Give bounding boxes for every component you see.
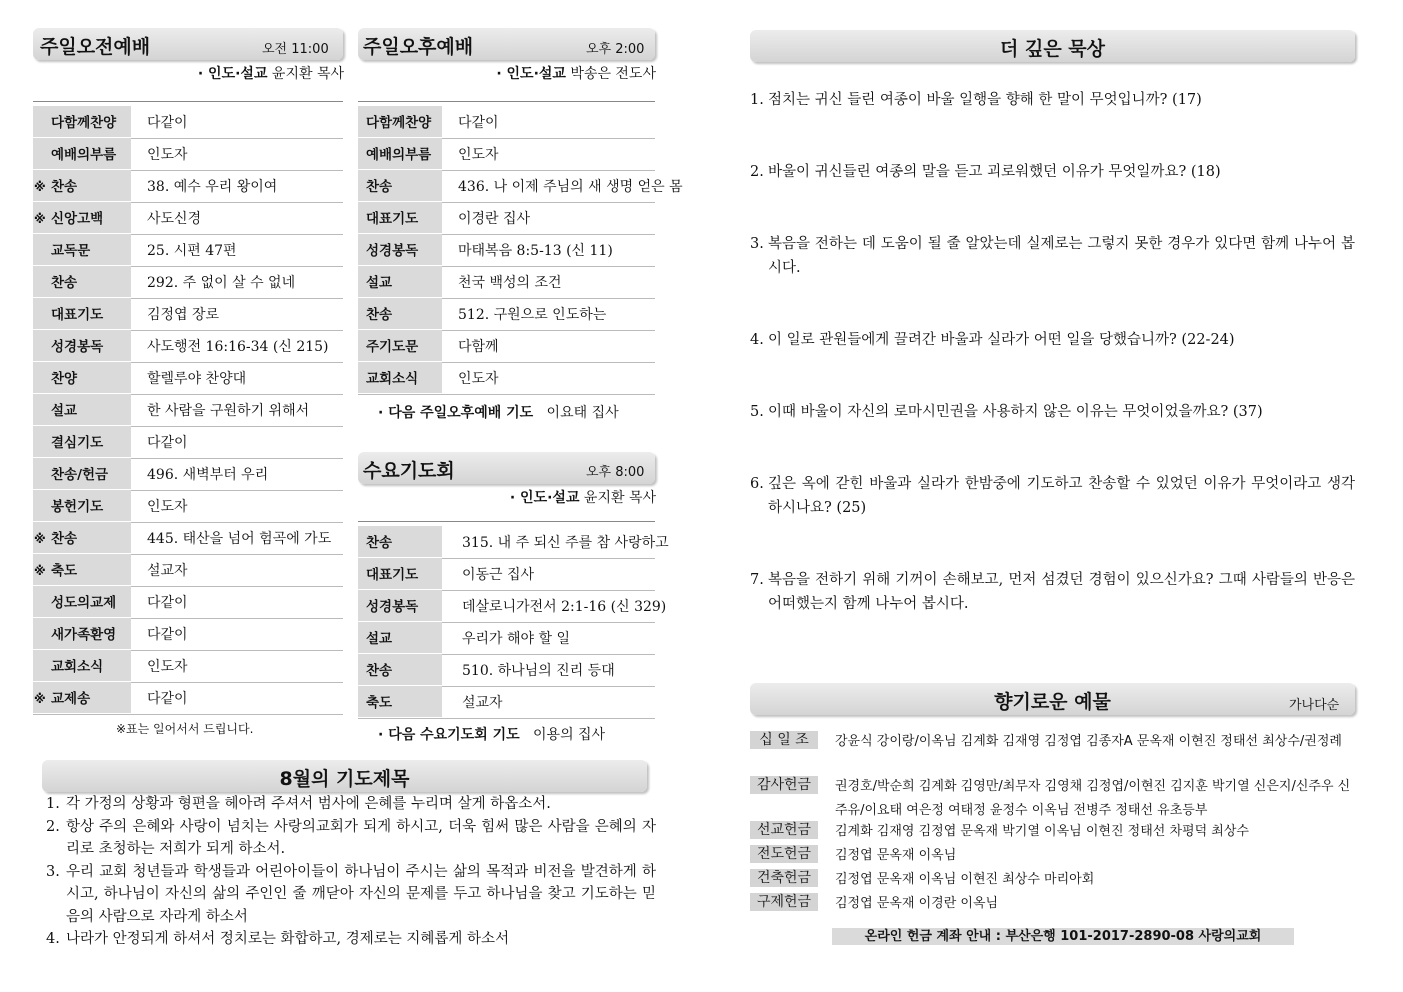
offering-names: 권경호/박순희 김계화 김영만/최무자 김영채 김정엽/이현진 김지훈 박기열 신은지/신주우 신주유/이요태 여은정 여태정 윤정수 이옥님 전병주 정태선 유초등부	[835, 779, 1351, 818]
afternoon-table-top	[358, 101, 655, 102]
service-row-label	[33, 586, 131, 617]
service-row-label	[33, 106, 131, 137]
service-row-label-text: 설교	[366, 275, 393, 291]
afternoon-service-title: 주일오후예배	[363, 36, 474, 58]
service-row-label-text: 찬송	[366, 179, 393, 195]
service-row-value: 315. 내 주 되신 주를 참 사랑하고	[462, 535, 669, 551]
afternoon-next-prayer	[378, 402, 619, 422]
offering-category: 감사헌금	[750, 776, 818, 794]
service-row	[358, 686, 655, 719]
service-row-label	[358, 622, 442, 653]
prayer-topic-item	[46, 861, 656, 929]
service-row-label	[358, 330, 442, 361]
service-row-label	[33, 330, 131, 361]
meditation-question	[750, 568, 1355, 616]
morning-service-title: 주일오전예배	[40, 36, 151, 58]
wednesday-table-top	[358, 521, 655, 522]
service-row-value: 38. 예수 우리 왕이여	[147, 179, 278, 195]
service-row-label	[33, 618, 131, 649]
service-row-label-text: 찬송	[51, 275, 78, 291]
meditation-question	[750, 472, 1355, 520]
prayer-topics-title: 8월의 기도제목	[279, 768, 410, 790]
service-row	[358, 654, 655, 687]
afternoon-next-label: · 다음 주일오후예배 기도	[378, 405, 534, 421]
offering-category: 구제헌금	[750, 893, 818, 911]
service-row	[33, 554, 343, 587]
service-row	[358, 330, 655, 363]
service-row	[358, 234, 655, 267]
service-row	[33, 234, 343, 267]
service-row-label	[33, 170, 131, 201]
afternoon-leader-label: · 인도·설교	[496, 66, 566, 82]
wednesday-next-name: 이용의 집사	[533, 727, 606, 743]
morning-table-top	[33, 101, 343, 102]
service-row-label-text: 성도의교제	[51, 595, 117, 611]
offering-category: 십 일 조	[750, 731, 818, 749]
service-row-value: 사도신경	[147, 211, 202, 227]
service-row-value: 인도자	[147, 659, 188, 675]
service-row-label	[358, 234, 442, 265]
afternoon-leader-name: 박송은 전도사	[570, 66, 656, 82]
service-row-label	[358, 202, 442, 233]
service-row-label-text: 찬송	[366, 307, 393, 323]
meditation-question-number: 6.	[750, 476, 764, 492]
wednesday-leader	[510, 487, 656, 507]
service-row-value: 설교자	[147, 563, 188, 579]
service-row-label-text: 성경봉독	[366, 599, 419, 615]
service-row-value: 다같이	[147, 627, 188, 643]
service-row-label-text: 다함께찬양	[51, 115, 117, 131]
service-row	[358, 266, 655, 299]
morning-leader-label: · 인도·설교	[197, 66, 268, 82]
meditation-question-number: 4.	[750, 332, 764, 348]
meditation-question-text: 이때 바울이 자신의 로마시민권을 사용하지 않은 이유는 무엇이었을까요? (37)	[768, 404, 1263, 420]
service-row-label-text: 대표기도	[51, 307, 104, 323]
standing-note: ※표는 일어서서 드립니다.	[116, 722, 254, 736]
service-row	[358, 202, 655, 235]
service-row	[358, 106, 655, 139]
offering-category: 전도헌금	[750, 845, 818, 863]
service-row-label-text: 대표기도	[366, 567, 419, 583]
service-row-label-text: 찬송	[366, 535, 393, 551]
meditation-question-number: 7.	[750, 572, 764, 588]
service-row-label	[33, 138, 131, 169]
service-row	[33, 202, 343, 235]
meditation-question-number: 5.	[750, 404, 764, 420]
service-row-label	[33, 202, 131, 233]
meditation-title: 더 깊은 묵상	[1000, 38, 1105, 60]
service-row	[33, 586, 343, 619]
service-row-label-text: 찬송/헌금	[51, 467, 109, 483]
meditation-question-text: 복음을 전하는 데 도움이 될 줄 알았는데 실제로는 그렇지 못한 경우가 있다면 함께 나누어 봅시다.	[768, 236, 1355, 276]
service-row-value: 25. 시편 47편	[147, 243, 237, 259]
service-row-label-text: 주기도문	[366, 339, 419, 355]
service-row-label	[33, 426, 131, 457]
wednesday-service-time: 오후 8:00	[586, 465, 645, 480]
service-row-label	[33, 458, 131, 489]
prayer-topic-item	[46, 793, 656, 816]
prayer-topic-item	[46, 816, 656, 861]
online-offering-notice: 온라인 헌금 계좌 안내 : 부산은행 101-2017-2890-08 사랑의교회	[832, 928, 1294, 945]
service-row-label-text: 봉헌기도	[51, 499, 104, 515]
prayer-topic-text: 각 가정의 상황과 형편을 헤아려 주셔서 범사에 은혜를 누리며 살게 하옵소서.	[66, 796, 551, 812]
meditation-question	[750, 328, 1355, 352]
service-row	[358, 558, 655, 591]
prayer-topic-number: 4.	[46, 931, 60, 947]
service-row-label	[358, 298, 442, 329]
service-row-label-text: 찬송	[51, 179, 78, 195]
meditation-question	[750, 160, 1355, 184]
service-row-value: 다같이	[147, 435, 188, 451]
service-row-value: 설교자	[462, 695, 503, 711]
service-row-label-text: 찬송	[366, 663, 393, 679]
service-row-label-text: 교회소식	[51, 659, 104, 675]
prayer-topic-text: 우리 교회 청년들과 학생들과 어린아이들이 하나님이 주시는 삶의 목적과 비전을 발견하게 하시고, 하나님이 자신의 삶의 주인인 줄 깨닫아 자신의 문제를 두고 하나님을 찾고 기도하는 믿음의 사람으로 자라게 하소서	[66, 863, 656, 925]
offerings-order: 가나다순	[1289, 698, 1340, 713]
service-row	[358, 298, 655, 331]
service-row-value: 510. 하나님의 진리 등대	[462, 663, 615, 679]
service-row-label-text: 새가족환영	[51, 627, 117, 643]
wednesday-service-title: 수요기도회	[363, 460, 455, 482]
service-row-label	[33, 682, 131, 713]
offering-category: 건축헌금	[750, 869, 818, 887]
service-row-value: 한 사람을 구원하기 위해서	[147, 403, 310, 419]
morning-service-time: 오전 11:00	[262, 42, 329, 57]
service-row-label	[33, 362, 131, 393]
service-row-label-text: 교회소식	[366, 371, 419, 387]
service-row-label-text: 축도	[366, 695, 393, 711]
service-row-label-text: 설교	[366, 631, 393, 647]
service-row-label	[358, 362, 442, 393]
service-row-label	[33, 266, 131, 297]
afternoon-next-name: 이요태 집사	[546, 405, 619, 421]
service-row-label-text: 성경봉독	[51, 339, 104, 355]
service-row-label	[358, 686, 442, 717]
service-row-value: 445. 태산을 넘어 험곡에 가도	[147, 531, 332, 547]
standing-mark: ※	[34, 212, 46, 226]
service-row-label	[358, 558, 442, 589]
service-row	[33, 522, 343, 555]
service-row	[33, 362, 343, 395]
standing-mark: ※	[34, 532, 46, 546]
morning-leader	[198, 63, 344, 83]
service-row-label	[358, 170, 442, 201]
prayer-topic-text: 나라가 안정되게 하셔서 정치로는 화합하고, 경제로는 지혜롭게 하소서	[66, 931, 510, 947]
meditation-question-text: 점치는 귀신 들린 여종이 바울 일행을 향해 한 말이 무엇입니까? (17)	[768, 92, 1202, 108]
service-row	[33, 138, 343, 171]
service-row-label	[358, 526, 442, 557]
service-row-label-text: 찬송	[51, 531, 78, 547]
service-row-label-text: 교독문	[51, 243, 91, 259]
service-row-value: 사도행전 16:16-34 (신 215)	[147, 339, 329, 355]
prayer-topic-item	[46, 928, 656, 951]
service-row	[358, 526, 669, 559]
service-row-value: 다같이	[147, 595, 188, 611]
meditation-question-text: 깊은 옥에 갇힌 바울과 실라가 한밤중에 기도하고 찬송할 수 있었던 이유가 무엇이라고 생각하시나요? (25)	[768, 476, 1355, 516]
service-row-value: 512. 구원으로 인도하는	[458, 307, 607, 323]
service-row	[33, 618, 343, 651]
meditation-question-text: 복음을 전하기 위해 기꺼이 손해보고, 먼저 섬겼던 경험이 있으신가요? 그때 사람들의 반응은 어떠했는지 함께 나누어 봅시다.	[768, 572, 1355, 612]
service-row	[33, 490, 343, 523]
service-row-value: 이경란 집사	[458, 211, 531, 227]
meditation-question	[750, 400, 1355, 424]
service-row-label	[358, 138, 442, 169]
offering-names: 김정엽 문옥재 이옥님	[835, 848, 957, 863]
service-row-label-text: 신앙고백	[51, 211, 104, 227]
service-row-label-text: 찬양	[51, 371, 78, 387]
meditation-question-text: 바울이 귀신들린 여종의 말을 듣고 괴로워했던 이유가 무엇일까요? (18)	[768, 164, 1221, 180]
service-row-value: 인도자	[458, 147, 499, 163]
offerings-title: 향기로운 예물	[994, 691, 1111, 713]
wednesday-leader-label: · 인도·설교	[509, 490, 580, 506]
wednesday-leader-name: 윤지환 목사	[583, 490, 656, 506]
service-row	[358, 138, 655, 171]
service-row-label-text: 성경봉독	[366, 243, 419, 259]
service-row-label	[358, 654, 442, 685]
afternoon-service-time: 오후 2:00	[586, 42, 645, 57]
service-row-value: 할렐루야 찬양대	[147, 371, 247, 387]
service-row-label-text: 예배의부름	[366, 147, 432, 163]
service-row-value: 436. 나 이제 주님의 새 생명 얻은 몸	[458, 179, 683, 195]
service-row-label-text: 설교	[51, 403, 78, 419]
service-row-label	[33, 650, 131, 681]
service-row	[33, 426, 343, 459]
standing-mark: ※	[34, 564, 46, 578]
service-row-value: 데살로니가전서 2:1-16 (신 329)	[462, 599, 667, 615]
service-row-value: 이동근 집사	[462, 567, 535, 583]
service-row	[33, 650, 343, 683]
service-row-label-text: 축도	[51, 563, 78, 579]
service-row-value: 마태복음 8:5-13 (신 11)	[458, 243, 613, 259]
service-row-label	[33, 522, 131, 553]
service-row-value: 다같이	[147, 691, 188, 707]
service-row	[358, 170, 683, 203]
service-row	[33, 266, 343, 299]
service-row-label-text: 대표기도	[366, 211, 419, 227]
standing-mark: ※	[34, 692, 46, 706]
service-row-label	[358, 266, 442, 297]
service-row	[33, 458, 343, 491]
wednesday-next-label: · 다음 수요기도회 기도	[378, 727, 520, 743]
service-row	[33, 106, 343, 139]
service-row-label	[33, 490, 131, 521]
offering-names: 김정엽 문옥재 이옥님 이현진 최상수 마리아회	[835, 872, 1095, 887]
service-row-label	[33, 554, 131, 585]
service-row-label-text: 교제송	[51, 691, 91, 707]
offering-names: 김계화 김재영 김정엽 문옥재 박기열 이옥님 이현진 정태선 차평덕 최상수	[835, 824, 1249, 839]
service-row	[33, 394, 343, 427]
service-row-label-text: 예배의부름	[51, 147, 117, 163]
service-row-label	[358, 106, 442, 137]
prayer-topic-number: 1.	[46, 796, 60, 812]
meditation-question	[750, 232, 1355, 280]
wednesday-next-prayer	[378, 724, 605, 744]
meditation-question-number: 3.	[750, 236, 764, 252]
offering-names: 김정엽 문옥재 이경란 이옥님	[835, 896, 999, 911]
service-row	[33, 682, 343, 715]
offering-category: 선교헌금	[750, 821, 818, 839]
service-row-label	[358, 590, 442, 621]
meditation-question-number: 2.	[750, 164, 764, 180]
prayer-topic-number: 2.	[46, 818, 60, 835]
service-row	[33, 298, 343, 331]
service-row-label	[33, 394, 131, 425]
meditation-question	[750, 88, 1355, 112]
service-row-value: 496. 새벽부터 우리	[147, 467, 269, 483]
prayer-topic-text: 항상 주의 은혜와 사랑이 넘치는 사랑의교회가 되게 하시고, 더욱 힘써 많은 사람을 은혜의 자리로 초청하는 저희가 되게 하소서.	[66, 818, 656, 857]
service-row-value: 다같이	[458, 115, 499, 131]
meditation-question-number: 1.	[750, 92, 764, 108]
service-row-value: 다같이	[147, 115, 188, 131]
service-row-value: 인도자	[147, 147, 188, 163]
morning-leader-name: 윤지환 목사	[271, 66, 344, 82]
service-row-label-text: 결심기도	[51, 435, 104, 451]
service-row-value: 우리가 해야 할 일	[462, 631, 571, 647]
service-row	[358, 622, 655, 655]
prayer-topics-list	[46, 793, 656, 951]
service-row-label	[33, 234, 131, 265]
service-row	[358, 362, 655, 395]
service-row-value: 인도자	[458, 371, 499, 387]
meditation-question-text: 이 일로 관원들에게 끌려간 바울과 실라가 어떤 일을 당했습니까? (22-24)	[768, 332, 1235, 348]
service-row	[358, 590, 667, 623]
service-row-value: 다함께	[458, 339, 499, 355]
service-row-value: 김정엽 장로	[147, 307, 220, 323]
offering-names: 강윤식 강이랑/이옥님 김계화 김재영 김정엽 김종자A 문옥재 이현진 정태선 최상수/권정례	[835, 734, 1342, 749]
standing-mark: ※	[34, 180, 46, 194]
prayer-topic-number: 3.	[46, 863, 60, 880]
service-row	[33, 330, 343, 363]
service-row-value: 천국 백성의 조건	[458, 275, 562, 291]
service-row-label	[33, 298, 131, 329]
service-row-value: 292. 주 없이 살 수 없네	[147, 275, 296, 291]
service-row-label-text: 다함께찬양	[366, 115, 432, 131]
service-row-value: 인도자	[147, 499, 188, 515]
service-row	[33, 170, 343, 203]
afternoon-leader	[496, 63, 656, 83]
